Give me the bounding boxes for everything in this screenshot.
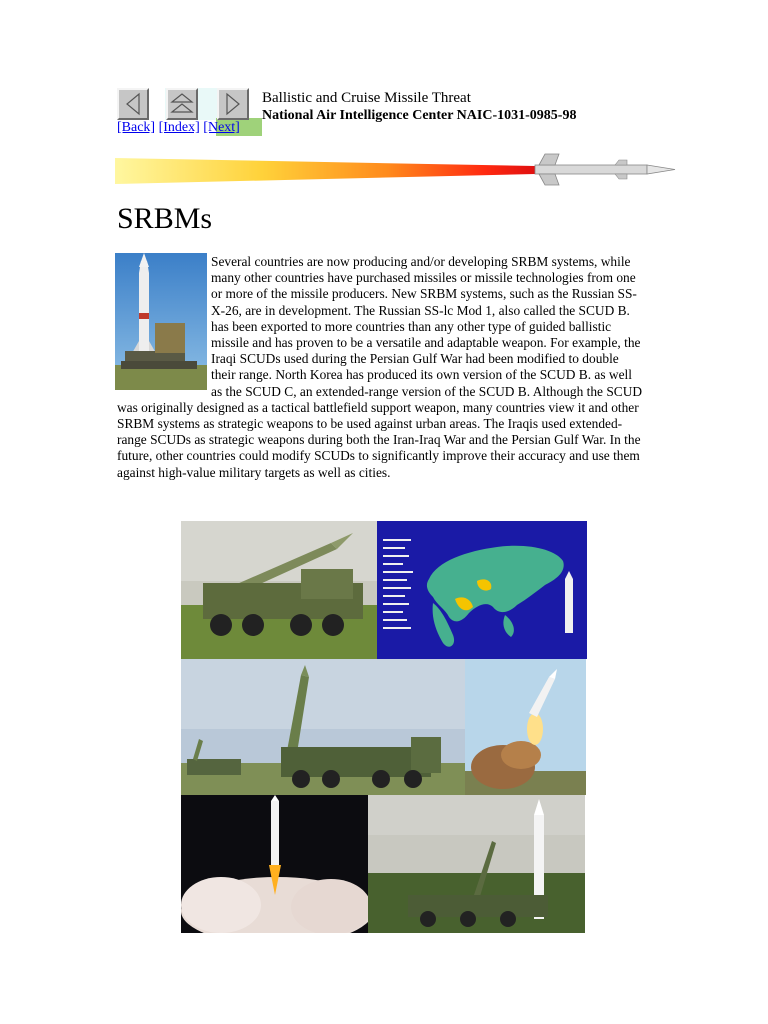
next-link[interactable]: [Next] bbox=[203, 120, 240, 135]
raised-launcher-photo bbox=[181, 659, 465, 795]
night-launch-photo bbox=[181, 795, 368, 933]
document-title: Ballistic and Cruise Missile Threat bbox=[262, 90, 471, 106]
index-link[interactable]: [Index] bbox=[158, 120, 200, 135]
missile-banner-graphic bbox=[115, 150, 685, 190]
page-title: SRBMs bbox=[117, 202, 213, 235]
missile-launch-photo bbox=[465, 659, 586, 795]
scud-launcher-truck-photo bbox=[181, 521, 377, 659]
missile-icon bbox=[535, 154, 675, 185]
erected-missile-launcher-photo bbox=[368, 795, 585, 933]
body-text bbox=[117, 254, 645, 481]
missile-silhouette bbox=[565, 571, 573, 633]
back-button[interactable] bbox=[117, 88, 149, 120]
arrow-up-double-icon bbox=[168, 90, 196, 118]
index-button[interactable] bbox=[166, 88, 198, 120]
float-spacer bbox=[117, 254, 209, 394]
scud-proliferation-map bbox=[377, 521, 587, 659]
document-source: National Air Intelligence Center NAIC-1031-0985-98 bbox=[262, 108, 577, 123]
next-button[interactable] bbox=[217, 88, 249, 120]
back-link[interactable]: [Back] bbox=[117, 120, 156, 135]
arrow-left-icon bbox=[119, 90, 147, 118]
body-paragraph: Several countries are now producing and/or developing SRBM systems, while many other countries have purchased missiles or missile technologies from one or more of the missile producers. New SRBM systems, such as the Russian SS-X-26, are in development. The Russian SS-lc Mod 1, also called the SCUD B. has been exported to more countries than any other type of guided ballistic missile and has proven to be a versatile and adaptable weapon. For example, the Iraqi SCUDs used during the Persian Gulf War had been modified to double their range. North Korea has produced its own version of the SCUD B. as well as the SCUD C, an extended-range version of the SCUD B. Although the SCUD was originally designed as a tactical battlefield support weapon, many countries view it and other SRBM systems as strategic weapons to be used against urban areas. The Iraqis used extended- range SCUDs as strategic weapons during both the Iran-Iraq War and the Persian Gulf War. In the future, other countries could modify SCUDs to significantly improve their accuracy and use them against high-value military targets as well as cities. bbox=[117, 254, 643, 480]
arrow-right-icon bbox=[219, 90, 247, 118]
nav-links bbox=[117, 120, 240, 136]
